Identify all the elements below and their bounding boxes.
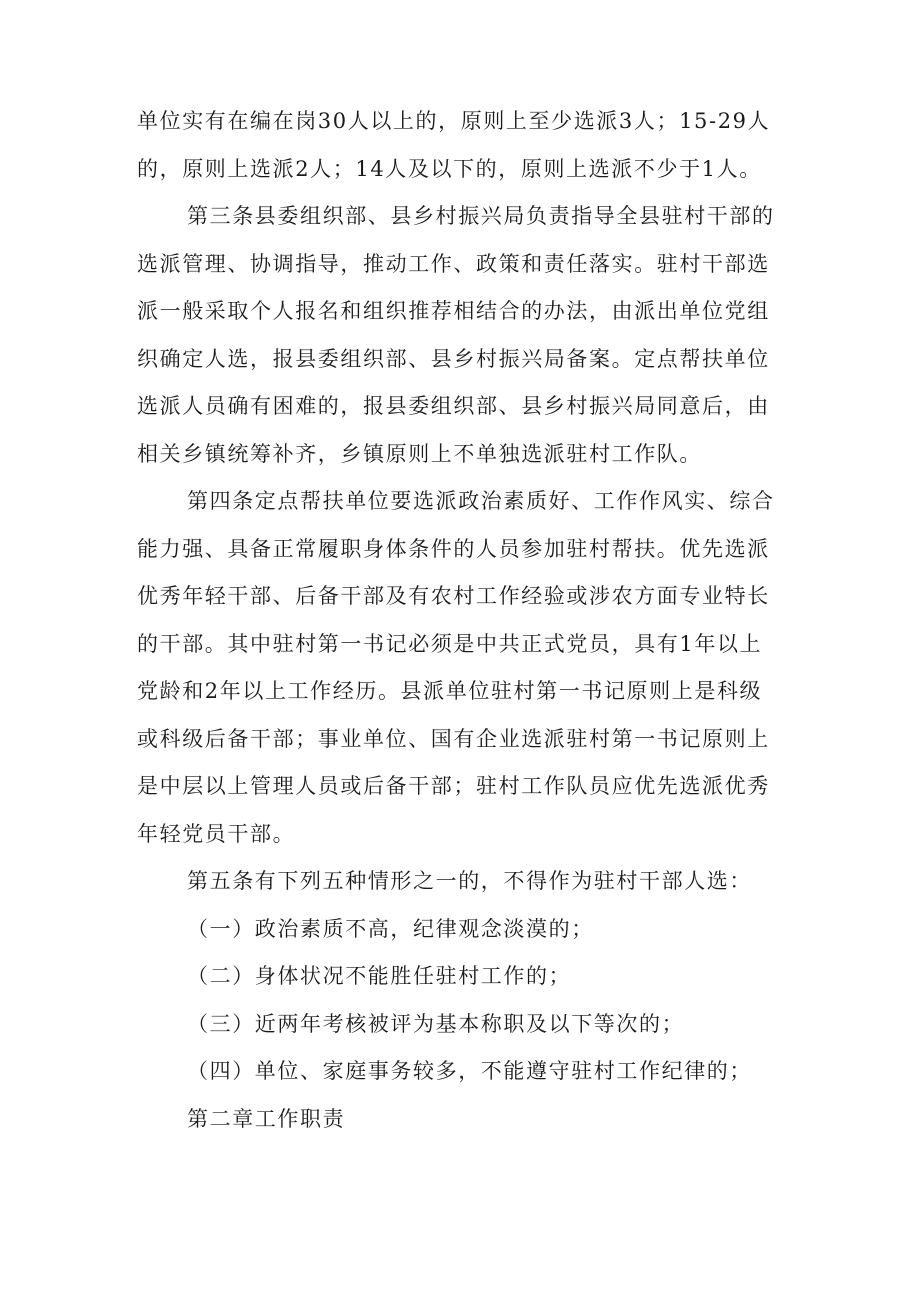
text-line: 第二章工作职责 bbox=[187, 1106, 346, 1131]
text-line: 选派人员确有困难的，报县委组织部、县乡村振兴局同意后，由 bbox=[137, 394, 770, 418]
text-line: 的，原则上选派2人；14人及以下的，原则上选派不少于1人。 bbox=[137, 156, 762, 181]
list-item bbox=[137, 1001, 797, 1049]
text-line: 能力强、具备正常履职身体条件的人员参加驻村帮扶。优先选派 bbox=[137, 536, 770, 561]
list-item bbox=[137, 953, 797, 1001]
paragraph-article-3 bbox=[137, 193, 797, 478]
text-line: 第四条定点帮扶单位要选派政治素质好、工作作风实、综合 bbox=[187, 489, 775, 513]
text-line: （四）单位、家庭事务较多，不能遵守驻村工作纪律的； bbox=[187, 1059, 752, 1083]
text-line: 第五条有下列五种情形之一的，不得作为驻村干部人选： bbox=[187, 869, 752, 893]
text-line: 相关乡镇统筹补齐，乡镇原则上不单独选派驻村工作队。 bbox=[137, 441, 702, 466]
text-line: 选派管理、协调指导，推动工作、政策和责任落实。驻村干部选 bbox=[137, 251, 770, 276]
document-body bbox=[137, 98, 797, 1143]
text-line: （一）政治素质不高，纪律观念淡漠的； bbox=[187, 916, 594, 941]
text-line: 的干部。其中驻村第一书记必须是中共正式党员，具有1年以上 bbox=[137, 631, 763, 656]
text-line: 或科级后备干部；事业单位、国有企业选派驻村第一书记原则上 bbox=[137, 726, 770, 751]
text-line: 单位实有在编在岗30人以上的，原则上至少选派3人；15-29人 bbox=[137, 109, 771, 133]
text-line: 党龄和2年以上工作经历。县派单位驻村第一书记原则上是科级 bbox=[137, 679, 763, 703]
text-line: 第三条县委组织部、县乡村振兴局负责指导全县驻村干部的 bbox=[187, 204, 775, 228]
text-line: 优秀年轻干部、后备干部及有农村工作经验或涉农方面专业特长 bbox=[137, 584, 770, 608]
text-line: （三）近两年考核被评为基本称职及以下等次的； bbox=[187, 1011, 685, 1036]
paragraph-continuation bbox=[137, 98, 797, 193]
list-item bbox=[137, 906, 797, 954]
paragraph-article-4 bbox=[137, 478, 797, 858]
text-line: （二）身体状况不能胜任驻村工作的； bbox=[187, 964, 572, 988]
paragraph-article-5 bbox=[137, 858, 797, 906]
text-line: 织确定人选，报县委组织部、县乡村振兴局备案。定点帮扶单位 bbox=[137, 346, 770, 371]
chapter-heading bbox=[137, 1096, 797, 1144]
text-line: 是中层以上管理人员或后备干部；驻村工作队员应优先选派优秀 bbox=[137, 774, 770, 798]
list-item bbox=[137, 1048, 797, 1096]
text-line: 年轻党员干部。 bbox=[137, 821, 296, 846]
text-line: 派一般采取个人报名和组织推荐相结合的办法，由派出单位党组 bbox=[137, 299, 770, 323]
